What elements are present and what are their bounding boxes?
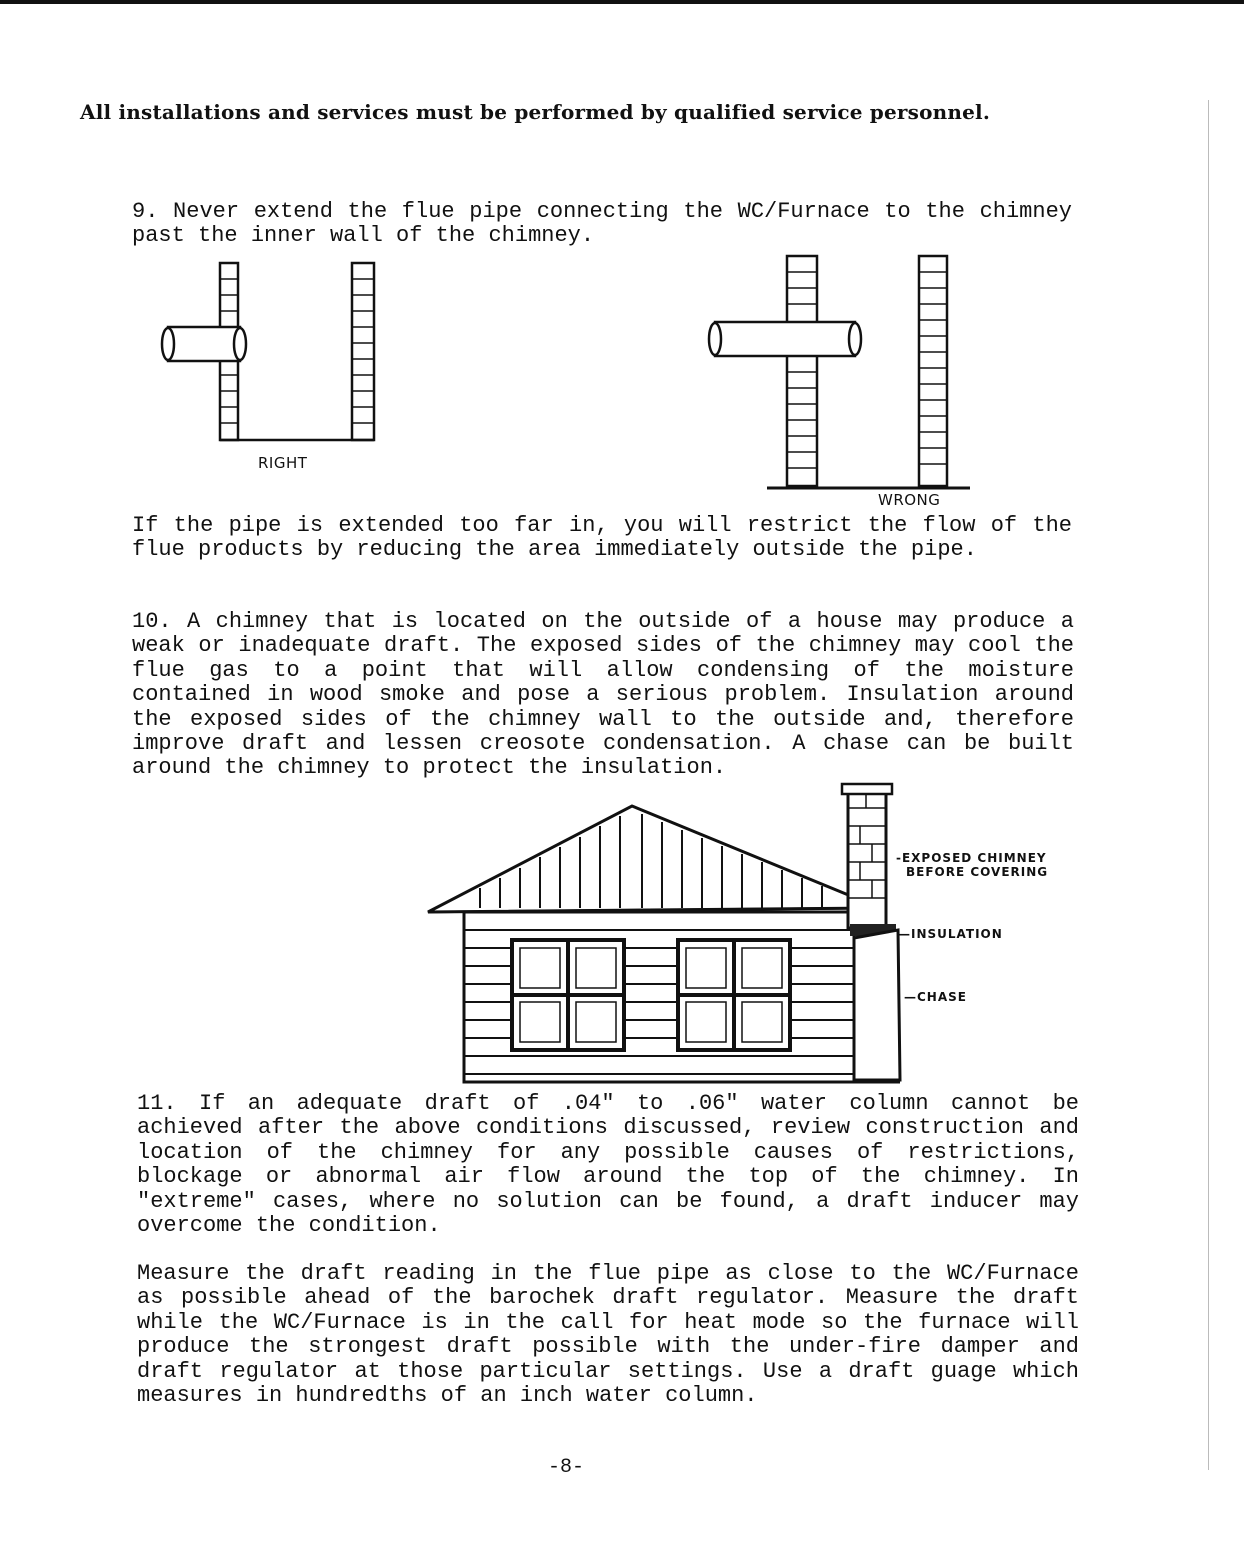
chimney-wall-right xyxy=(919,256,947,486)
flue-pipe xyxy=(168,327,240,361)
right-caption: RIGHT xyxy=(258,454,308,472)
flue-pipe-extended xyxy=(715,322,855,356)
window-left xyxy=(512,940,624,1050)
section-9-text: 9. Never extend the flue pipe connecting the WC/Furnace to the chimney past the inner wall of the chimney. xyxy=(132,199,1072,249)
label-exposed-chimney-line2: BEFORE COVERING xyxy=(906,865,1049,879)
section-10-text: 10. A chimney that is located on the outside of a house may produce a weak or inadequate draft. The exposed sides of the chimney may cool the flue gas to a point that will allow condensing of the moisture contained in wood smoke and pose a serious problem. Insulation around the exposed sides of the chimney wall to the outside and, therefore improve draft and lessen creosote condensation. A chase can be built around the chimney to protect the insulation. xyxy=(132,609,1074,781)
chase-enclosure xyxy=(854,930,900,1080)
right-margin-line xyxy=(1208,100,1209,1470)
section-11-text: 11. If an adequate draft of .04" to .06" water column cannot be achieved after the above conditions discussed, review construction and location of the chimney for any possible causes of restrictions, blockage or abnormal air flow around the top of the chimney. In "extreme" cases, where no solution can be found, a draft inducer may overcome the condition. xyxy=(137,1091,1079,1239)
exposed-chimney xyxy=(842,784,892,928)
right-installation-diagram xyxy=(150,255,390,455)
wrong-caption: WRONG xyxy=(878,491,941,509)
measure-draft-text: Measure the draft reading in the flue pipe as close to the WC/Furnace as possible ahead of the barochek draft regulator. Measure the draft while the WC/Furnace is in the call for heat mode so the furnace will produce the strongest draft possible with the under-fire damper and draft regulator at those particular settings. Use a draft guage which measures in hundredths of an inch water column. xyxy=(137,1261,1079,1409)
qualified-personnel-notice: All installations and services must be performed by qualified service personnel. xyxy=(80,100,991,124)
window-right xyxy=(678,940,790,1050)
label-chase: —CHASE xyxy=(904,990,967,1004)
house-chimney-illustration xyxy=(420,780,910,1090)
label-insulation: —INSULATION xyxy=(898,927,1003,941)
page-number: -8- xyxy=(548,1456,585,1479)
chimney-wall-right xyxy=(352,263,374,440)
label-exposed-chimney-line1: -EXPOSED CHIMNEY xyxy=(896,851,1047,865)
pipe-extension-explanation: If the pipe is extended too far in, you will restrict the flow of the flue products by reducing the area immediately outside the pipe. xyxy=(132,513,1072,563)
roof xyxy=(428,806,880,912)
top-border xyxy=(0,0,1244,4)
wrong-installation-diagram xyxy=(705,250,975,495)
